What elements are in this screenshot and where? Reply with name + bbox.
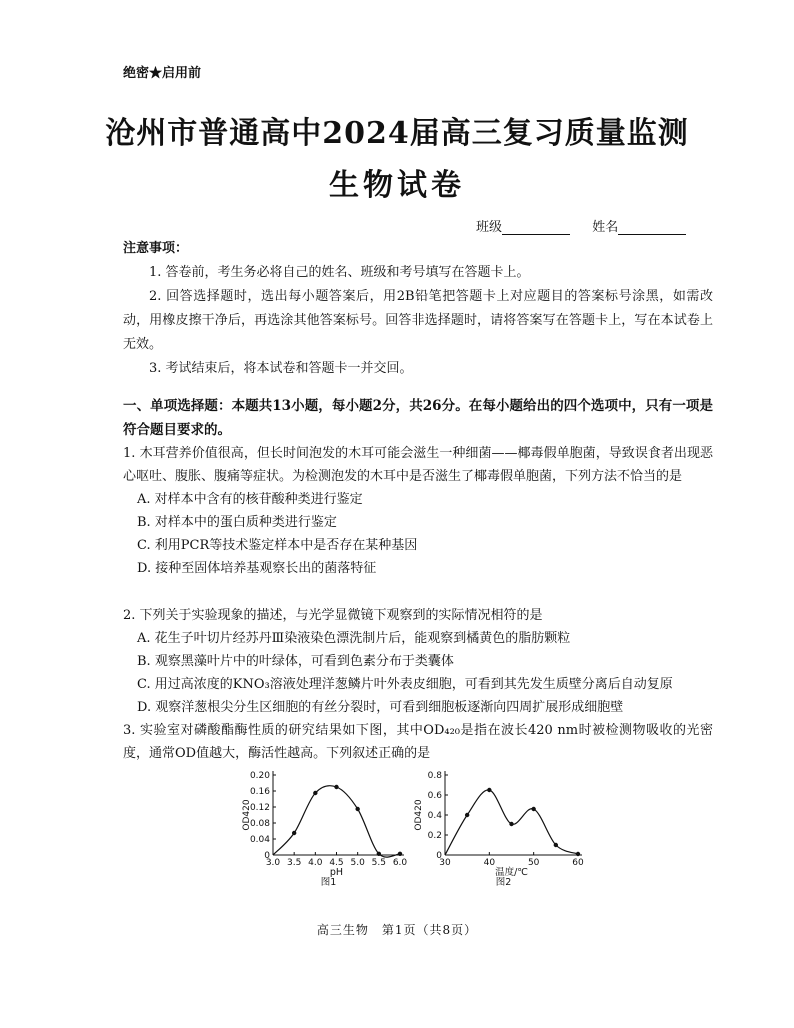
notice-item: 2. 回答选择题时，选出每小题答案后，用2B铅笔把答题卡上对应题目的答案标号涂黑，如需改动，用橡皮擦干净后，再选涂其他答案标号。回答非选择题时，请将答案写在答题卡上，写在本试卷上无效。 — [123, 289, 713, 352]
x-tick-label: 4.5 — [329, 858, 344, 868]
exam-title: 沧州市普通高中2024届高三复习质量监测 — [105, 116, 689, 151]
option-a: A. 花生子叶切片经苏丹Ⅲ染液染色漂洗制片后，能观察到橘黄色的脂肪颗粒 — [137, 631, 571, 646]
notice-block — [123, 237, 713, 381]
data-point — [334, 785, 338, 789]
figure-caption: 图2 — [495, 877, 512, 888]
y-tick-label: 0.16 — [249, 787, 270, 797]
class-blank[interactable] — [502, 220, 570, 235]
figure-caption: 图1 — [320, 877, 337, 888]
section-heading: 一、单项选择题：本题共13小题，每小题2分，共26分。在每小题给出的四个选项中，只有一项是符合题目要求的。 — [123, 398, 713, 438]
y-tick-label: 0 — [436, 851, 442, 861]
name-blank[interactable] — [618, 220, 686, 235]
question-stem: 3. 实验室对磷酸酯酶性质的研究结果如下图，其中OD₄₂₀是指在波长420 nm时被检测物吸收的光密度，通常OD值越大，酶活性越高。下列叙述正确的是 — [123, 723, 713, 761]
name-label: 姓名 — [592, 220, 619, 235]
data-point — [377, 852, 381, 856]
option-c: C. 利用PCR等技术鉴定样本中是否存在某种基因 — [137, 538, 418, 553]
x-tick-label: 30 — [439, 858, 451, 868]
option-c: C. 用过高浓度的KNO₃溶液处理洋葱鳞片叶外表皮细胞，可看到其先发生质壁分离后自动复原 — [137, 677, 673, 692]
x-tick-label: 6.0 — [392, 858, 408, 868]
option-b: B. 观察黑藻叶片中的叶绿体，可看到色素分布于类囊体 — [137, 654, 454, 669]
class-name-line — [476, 216, 686, 235]
question-3 — [123, 719, 713, 765]
notice-item: 1. 答卷前，考生务必将自己的姓名、班级和考号填写在答题卡上。 — [149, 265, 530, 280]
data-point — [465, 813, 469, 817]
y-axis-label: OD420 — [242, 799, 252, 831]
question-2 — [123, 604, 713, 719]
y-tick-label: 0.04 — [249, 835, 270, 845]
series-line — [273, 786, 400, 857]
option-d: D. 接种至固体培养基观察长出的菌落特征 — [137, 561, 377, 576]
x-tick-label: 3.5 — [287, 858, 302, 868]
enzyme-charts — [240, 765, 600, 895]
exam-subject-title: 生物试卷 — [329, 168, 465, 203]
y-tick-label: 0.6 — [427, 791, 442, 801]
y-axis-label: OD420 — [414, 799, 424, 831]
data-point — [509, 822, 513, 826]
data-point — [487, 788, 491, 792]
secret-mark: 绝密★启用前 — [123, 66, 202, 81]
data-point — [355, 807, 359, 811]
x-tick-label: 4.0 — [308, 858, 323, 868]
class-label: 班级 — [476, 220, 503, 235]
option-d: D. 观察洋葱根尖分生区细胞的有丝分裂时，可看到细胞板逐渐向四周扩展形成细胞壁 — [137, 700, 624, 715]
question-stem: 1. 木耳营养价值很高，但长时间泡发的木耳可能会滋生一种细菌——椰毒假单胞菌，导致误食者出现恶心呕吐、腹胀、腹痛等症状。为检测泡发的木耳中是否滋生了椰毒假单胞菌，下列方法不恰当的是 — [123, 446, 713, 484]
data-point — [313, 791, 317, 795]
y-tick-label: 0.08 — [249, 819, 270, 829]
y-tick-label: 0.12 — [249, 803, 270, 813]
data-point — [292, 831, 296, 835]
notice-heading: 注意事项： — [123, 241, 189, 256]
x-tick-label: 40 — [483, 858, 496, 868]
page-footer: 高三生物 第1页（共8页） — [316, 923, 478, 937]
question-stem: 2. 下列关于实验现象的描述，与光学显微镜下观察到的实际情况相符的是 — [123, 608, 543, 623]
x-tick-label: 60 — [572, 858, 584, 868]
x-axis-label: pH — [329, 867, 344, 878]
y-tick-label: 0.8 — [427, 771, 442, 781]
x-tick-label: 50 — [527, 858, 540, 868]
x-axis-label: 温度/℃ — [495, 867, 528, 878]
x-tick-label: 3.0 — [265, 858, 281, 868]
y-tick-label: 0 — [264, 851, 270, 861]
x-tick-label: 5.0 — [350, 858, 365, 868]
data-point — [554, 843, 558, 847]
y-tick-label: 0.2 — [427, 831, 442, 841]
y-tick-label: 0.20 — [249, 771, 270, 781]
data-point — [531, 807, 535, 811]
notice-item: 3. 考试结束后，将本试卷和答题卡一并交回。 — [149, 361, 413, 376]
question-1 — [123, 442, 713, 580]
option-a: A. 对样本中含有的核苷酸种类进行鉴定 — [137, 492, 363, 507]
data-point — [576, 852, 580, 856]
y-tick-label: 0.4 — [427, 811, 442, 821]
option-b: B. 对样本中的蛋白质种类进行鉴定 — [137, 515, 337, 530]
x-tick-label: 5.5 — [371, 858, 386, 868]
data-point — [398, 852, 402, 856]
